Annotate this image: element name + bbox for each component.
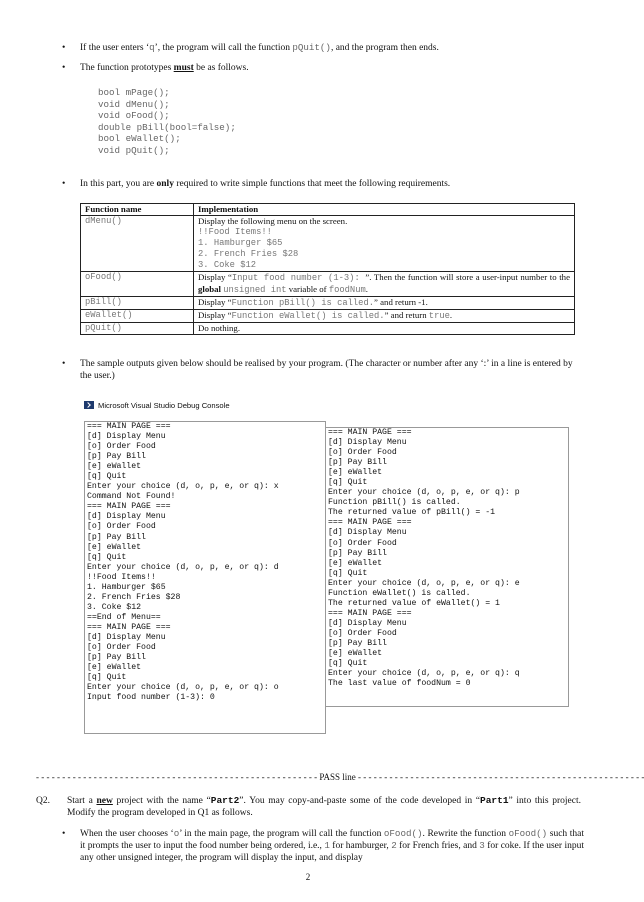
fn-name: eWallet() bbox=[81, 310, 194, 323]
console-line: [q] Quit bbox=[87, 552, 127, 562]
console-line: Command Not Found! bbox=[87, 492, 176, 502]
prototype-line: void oFood(); bbox=[98, 110, 170, 122]
console-line: [e] eWallet bbox=[328, 649, 383, 659]
console-line: [e] eWallet bbox=[328, 468, 383, 478]
console-line: [o] Order Food bbox=[328, 448, 397, 458]
console-line: The returned value of eWallet() = 1 bbox=[328, 598, 500, 608]
bullet-text: The sample outputs given below should be realised by your program. (The character or number after any ‘:’ in a line is entered by the user.) bbox=[80, 359, 573, 381]
bullet-dot: • bbox=[62, 63, 66, 73]
bullet-text: If the user enters ‘q’, the program will call the function pQuit(), and the program then ends. bbox=[80, 42, 439, 53]
console-line: Enter your choice (d, o, p, e, or q): d bbox=[87, 562, 279, 572]
console-line: Enter your choice (d, o, p, e, or q): o bbox=[87, 683, 279, 693]
fn-name: oFood() bbox=[81, 272, 194, 297]
prototype-line: double pBill(bool=false); bbox=[98, 121, 236, 133]
console-line: [d] Display Menu bbox=[87, 512, 166, 522]
console-line: 2. French Fries $28 bbox=[87, 592, 181, 602]
console-line: [e] eWallet bbox=[87, 462, 142, 472]
console-line: [d] Display Menu bbox=[328, 438, 407, 448]
prototype-list bbox=[98, 87, 236, 157]
question-label: Q2. bbox=[36, 796, 50, 806]
question-text: Start a new project with the name “Part2”. You may copy-and-paste some of the code developed in “Part1” into this project. Modify the program developed in Q1 as follows. bbox=[67, 795, 581, 818]
impl-text: Display the following menu on the screen. bbox=[198, 216, 348, 226]
console-line: The returned value of pBill() = -1 bbox=[328, 508, 496, 518]
console-line: === MAIN PAGE === bbox=[87, 622, 171, 632]
bullet-dot: • bbox=[62, 829, 66, 839]
console-line: Function eWallet() is called. bbox=[328, 588, 471, 598]
console-line: === MAIN PAGE === bbox=[328, 608, 412, 618]
console-line: [o] Order Food bbox=[328, 538, 397, 548]
pass-label: PASS line bbox=[319, 772, 356, 782]
console-line: [o] Order Food bbox=[87, 442, 156, 452]
menu-line: 3. Coke $12 bbox=[198, 260, 257, 270]
console-line: Input food number (1-3): 0 bbox=[87, 693, 215, 703]
console-line: [e] eWallet bbox=[87, 663, 142, 673]
console-line: [d] Display Menu bbox=[87, 432, 166, 442]
console-line: Enter your choice (d, o, p, e, or q): q bbox=[328, 669, 520, 679]
fn-name: pBill() bbox=[81, 297, 194, 310]
console-line: Enter your choice (d, o, p, e, or q): e bbox=[328, 578, 520, 588]
prototype-line: bool mPage(); bbox=[98, 87, 170, 98]
console-line: [d] Display Menu bbox=[87, 632, 166, 642]
function-table bbox=[80, 203, 575, 335]
console-line: [p] Pay Bill bbox=[87, 653, 146, 663]
console-line: [q] Quit bbox=[328, 568, 368, 578]
prototype-line: void pQuit(); bbox=[98, 144, 170, 156]
console-line: Enter your choice (d, o, p, e, or q): x bbox=[87, 482, 279, 492]
menu-line: 2. French Fries $28 bbox=[198, 249, 299, 259]
console-line: 1. Hamburger $65 bbox=[87, 582, 166, 592]
console-title-bar bbox=[84, 397, 230, 413]
console-app-icon bbox=[84, 401, 94, 409]
console-line: [p] Pay Bill bbox=[328, 548, 387, 558]
console-line: [p] Pay Bill bbox=[87, 452, 146, 462]
console-output-right bbox=[325, 427, 569, 707]
menu-line: !!Food Items!! bbox=[198, 227, 272, 237]
bullet-text: The function prototypes must be as follows. bbox=[80, 63, 249, 73]
table-header-row bbox=[81, 204, 575, 216]
bullet-dot: • bbox=[62, 179, 66, 189]
fn-name: dMenu() bbox=[81, 216, 194, 272]
prototype-line: bool eWallet(); bbox=[98, 133, 181, 145]
console-line: 3. Coke $12 bbox=[87, 602, 142, 612]
fn-impl: Display “Function eWallet() is called.” and return true. bbox=[194, 310, 575, 323]
console-line: Function pBill() is called. bbox=[328, 498, 461, 508]
console-line: [p] Pay Bill bbox=[328, 638, 387, 648]
console-line: === MAIN PAGE === bbox=[87, 422, 171, 431]
console-line: [q] Quit bbox=[328, 659, 368, 669]
fn-impl: Do nothing. bbox=[194, 323, 575, 335]
header-implementation: Implementation bbox=[194, 204, 575, 216]
console-line: [q] Quit bbox=[328, 478, 368, 488]
fn-impl: Display “Input food number (1-3): ”. Then the function will store a user-input number to the global unsigned int variable of foodNum. bbox=[194, 272, 575, 297]
console-line: [p] Pay Bill bbox=[328, 458, 387, 468]
menu-line: 1. Hamburger $65 bbox=[198, 238, 283, 248]
fn-impl bbox=[194, 216, 575, 272]
console-line: !!Food Items!! bbox=[87, 572, 156, 582]
pass-line bbox=[36, 772, 644, 782]
console-title: Microsoft Visual Studio Debug Console bbox=[98, 400, 230, 410]
table-row bbox=[81, 297, 575, 310]
fn-impl: Display “Function pBill() is called.” and return -1. bbox=[194, 297, 575, 310]
console-line: [e] eWallet bbox=[328, 558, 383, 568]
console-output-left bbox=[84, 421, 326, 734]
console-line: ==End of Menu== bbox=[87, 612, 161, 622]
console-line: The last value of foodNum = 0 bbox=[328, 679, 471, 689]
console-line: === MAIN PAGE === bbox=[328, 428, 412, 437]
table-row bbox=[81, 323, 575, 335]
table-row bbox=[81, 272, 575, 297]
bullet-dot: • bbox=[62, 359, 66, 369]
console-line: [q] Quit bbox=[87, 673, 127, 683]
bullet-dot: • bbox=[62, 43, 66, 53]
prototype-line: void dMenu(); bbox=[98, 98, 170, 110]
page-number: 2 bbox=[305, 872, 311, 882]
header-function-name: Function name bbox=[81, 204, 194, 216]
console-line: [o] Order Food bbox=[87, 522, 156, 532]
console-line: [p] Pay Bill bbox=[87, 532, 146, 542]
console-line: [o] Order Food bbox=[328, 628, 397, 638]
console-line: === MAIN PAGE === bbox=[87, 502, 171, 512]
fn-name: pQuit() bbox=[81, 323, 194, 335]
console-line: Enter your choice (d, o, p, e, or q): p bbox=[328, 488, 520, 498]
console-line: [q] Quit bbox=[87, 472, 127, 482]
console-line: [e] eWallet bbox=[87, 542, 142, 552]
console-line: [o] Order Food bbox=[87, 643, 156, 653]
debug-console-screenshot bbox=[84, 397, 567, 737]
table-row bbox=[81, 310, 575, 323]
table-row bbox=[81, 216, 575, 272]
console-line: === MAIN PAGE === bbox=[328, 518, 412, 528]
pass-dashes: - - - - - - - - - - - - - - - - - - - - - - - - - - - - - - - - - - - - - - - - - - - - - - - - - - - - - - bbox=[36, 772, 320, 782]
bullet-text: In this part, you are only required to write simple functions that meet the following requirements. bbox=[80, 179, 451, 189]
console-line: [d] Display Menu bbox=[328, 618, 407, 628]
bullet-text: When the user chooses ‘o’ in the main page, the program will call the function oFood(). Rewrite the function oFood() such that it prompts the user to input the food number being ordered, i.e., 1 for hamburger, 2 for French fries, and 3 for coke. If the user input any other unsigned integer, the program will display the input, and display bbox=[80, 828, 584, 863]
console-line: [d] Display Menu bbox=[328, 528, 407, 538]
pass-dashes: - - - - - - - - - - - - - - - - - - - - - - - - - - - - - - - - - - - - - - - - - - - - - - - - - - - - - - - bbox=[355, 772, 644, 782]
